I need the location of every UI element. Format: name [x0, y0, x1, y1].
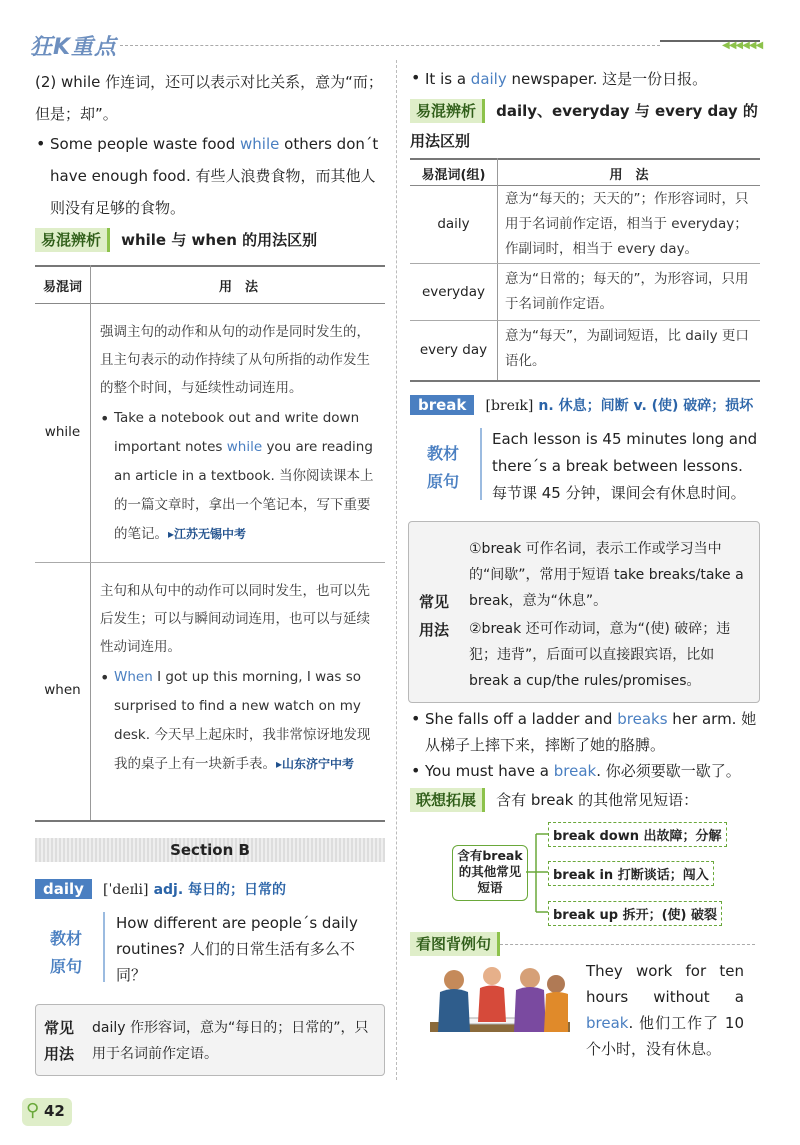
mindmap-item-break-up: break up 拆开；(使) 破裂	[548, 901, 722, 926]
daily-usage-box: 常见 用法 daily 作形容词，意为“每日的；日常的”，只用于名词前作定语。	[35, 1004, 385, 1076]
table-row-usage-when: 主句和从句中的动作可以同时发生，也可以先后发生；可以与瞬间动词连用，也可以与延续性动词连用。	[100, 583, 370, 655]
daily-usage-text: daily 作形容词，意为“每日的；日常的”，只用于名词前作定语。	[92, 1020, 369, 1062]
table-row-word-when: when	[44, 682, 81, 698]
table-row-example-when: When I got up this morning, I was so surprised to find a new watch on my desk. 今天早上起床时，我非常惊讶地发现我的桌子上有一块新手表。▸山东济宁中考	[114, 669, 371, 772]
workers-illustration	[430, 962, 570, 1054]
assoc-tag: 联想拓展	[410, 788, 485, 812]
break-usage-box: 常见 用法 ①break 可作名词，表示工作或学习当中的“间歇”，常用于短语 take breaks/take a break，意为“休息”。 ②break 还可作动词，意为“(使) 破碎；违犯；违背”，后面可以直接跟宾语，比如 break a cup/the rules/promises。	[408, 521, 760, 703]
break-usage-1: ①break 可作名词，表示工作或学习当中的“间歇”，常用于短语 take breaks/take a break，意为“休息”。	[469, 541, 744, 609]
break-word: break	[410, 395, 474, 415]
table-row-usage-everyday: 意为“日常的；每天的”，为形容词，只用于名词前作定语。	[505, 271, 749, 312]
while-example: Some people waste food while others don´t have enough food. 有些人浪费食物，而其他人则没有足够的食物。	[50, 135, 379, 217]
picture-sentence: They work for ten hours without a break. 他们工作了 10 个小时，没有休息。	[586, 962, 744, 1058]
table-row-usage-every-day: 意为“每天”，为副词短语，比 daily 更口语化。	[505, 328, 749, 369]
daily-textbook-sentence: How different are people´s daily routines? 人们的日常生活有多么不同？	[116, 914, 358, 984]
logo-text: 狂K重点	[30, 35, 118, 60]
break-entry-head	[410, 395, 753, 415]
picture-heading	[410, 932, 500, 956]
table-header-usage: 用 法	[218, 280, 258, 295]
table-row-usage-while: 强调主句的动作和从句的动作是同时发生的，且主句表示的动作持续了从句所指的动作发生的整个时间，与延续性动词连用。	[100, 324, 370, 396]
daily-word: daily	[35, 879, 92, 899]
confuse-heading-right	[410, 96, 770, 156]
table-header-word: 易混词(组)	[421, 168, 486, 183]
source-label: ▸江苏无锡中考	[168, 527, 247, 541]
table-row-word-everyday: everyday	[422, 284, 485, 300]
confuse-title: while 与 when 的用法区别	[121, 231, 318, 249]
section-b-title: Section B	[170, 841, 250, 859]
confuse-tag: 易混辨析	[410, 99, 485, 123]
table-row-word-daily: daily	[437, 216, 470, 232]
mindmap-item-break-in: break in 打断谈话；闯入	[548, 861, 714, 886]
daily-example: It is a daily newspaper. 这是一份日报。	[425, 70, 708, 88]
table-header-usage: 用 法	[609, 168, 649, 183]
break-example-1: She falls off a ladder and breaks her arm. 她从梯子上摔下来，摔断了她的胳膊。	[425, 710, 757, 754]
header-rule	[120, 45, 660, 46]
break-textbook-sentence: Each lesson is 45 minutes long and there´s a break between lessons. 每节课 45 分钟，课间会有休息时间。	[492, 430, 758, 502]
textbook-label-right: 教材 原句	[427, 444, 460, 491]
page-number-badge	[22, 1098, 72, 1126]
table-row-word-every-day: every day	[419, 342, 488, 358]
mindmap-item-break-down: break down 出故障；分解	[548, 822, 727, 847]
assoc-heading	[410, 788, 698, 812]
break-usage-2: ②break 还可作动词，意为“(使) 破碎；违犯；违背”，后面可以直接跟宾语，比如 break a cup/the rules/promises。	[469, 621, 731, 689]
daily-phonetic: [ˈdeɪli]	[103, 882, 149, 898]
break-phonetic: [breɪk]	[485, 398, 534, 414]
header-logo	[30, 30, 117, 61]
daily-entry-head	[35, 879, 286, 899]
table-row-word-while: while	[44, 424, 81, 440]
mindmap-center: 含有break的其他常见短语	[452, 845, 528, 901]
column-divider	[396, 60, 397, 1080]
source-label: ▸山东济宁中考	[276, 757, 355, 771]
confuse-title: daily、everyday 与 every day 的用法区别	[410, 102, 758, 150]
picture-tag: 看图背例句	[410, 932, 500, 956]
textbook-label-left: 教材 原句	[50, 929, 83, 976]
table-header-word: 易混词	[42, 280, 82, 295]
section-b-banner	[35, 838, 385, 862]
assoc-title: 含有 break 的其他常见短语：	[496, 791, 699, 809]
daily-meaning: adj. 每日的；日常的	[153, 882, 287, 898]
while-point-2: (2) while 作连词，还可以表示对比关系，意为“而；但是；却”。	[35, 73, 383, 123]
confuse-tag: 易混辨析	[35, 228, 110, 252]
header-arrows: ◀◀◀◀◀◀	[660, 38, 770, 50]
page-number: 42	[44, 1102, 65, 1120]
table-row-example-while: Take a notebook out and write down important notes while you are reading an article in a textbook. 当你阅读课本上的一篇文章时，拿出一个笔记本，写下重要的笔记。▸江苏无锡中考	[114, 410, 374, 542]
mindmap-connectors	[526, 828, 550, 918]
bulb-icon: ⚲	[26, 1100, 40, 1121]
confuse-heading-left	[35, 228, 317, 252]
break-example-2: You must have a break. 你必须要歇一歇了。	[425, 762, 741, 780]
break-meaning: n. 休息；间断 v. (使) 破碎；损坏	[538, 398, 754, 414]
table-row-usage-daily: 意为“每天的；天天的”；作形容词时，只用于名词前作定语，相当于 everyday；作副词时，相当于 every day。	[505, 191, 749, 257]
